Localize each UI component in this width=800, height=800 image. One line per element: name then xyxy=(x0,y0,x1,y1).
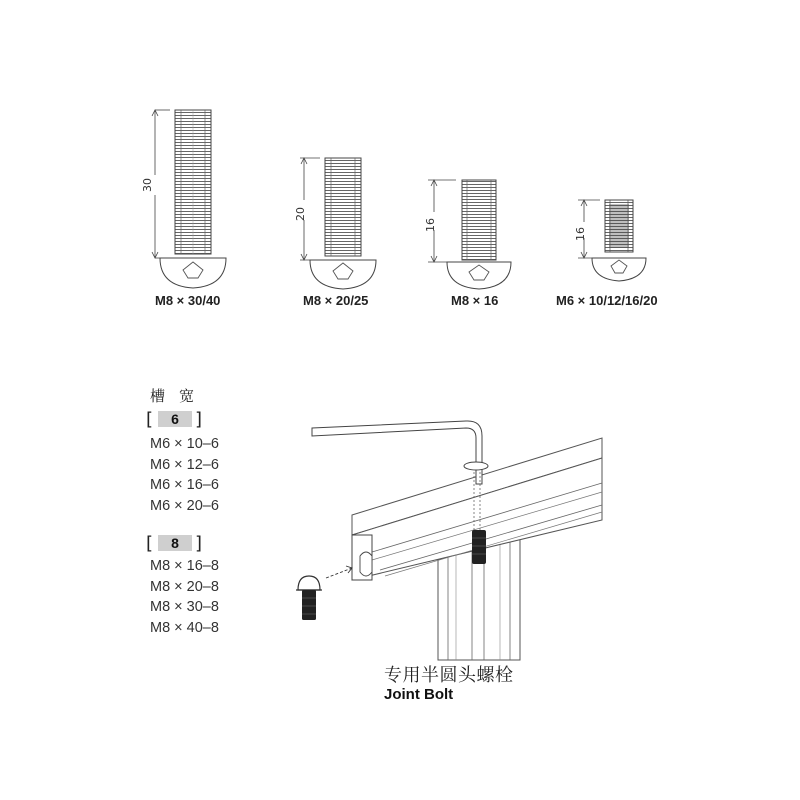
dimension-label: 30 xyxy=(141,178,154,192)
bolt-label: M8 × 20/25 xyxy=(303,293,369,308)
caption-chinese: 专用半圆头螺栓 xyxy=(384,665,514,686)
slot-width-badge: [ 6 ] xyxy=(146,409,202,430)
slot-width-heading: 槽宽 xyxy=(150,387,209,405)
bolt-label: M6 × 10/12/16/20 xyxy=(556,293,658,308)
list-item: M8 × 20–8 xyxy=(150,578,219,595)
bolt-icon xyxy=(472,530,486,564)
list-item: M6 × 20–6 xyxy=(150,497,219,514)
dimension-label: 20 xyxy=(294,207,307,221)
dimension-label: 16 xyxy=(424,218,437,232)
bolt-icon xyxy=(296,566,352,620)
dimension-label: 16 xyxy=(574,227,587,241)
list-item: M8 × 16–8 xyxy=(150,558,219,574)
list-item: M6 × 12–6 xyxy=(150,456,219,473)
caption-english: Joint Bolt xyxy=(384,686,454,703)
slot-width-value: 6 xyxy=(158,411,192,427)
bolt-label: M8 × 30/40 xyxy=(155,293,221,308)
slot-width-badge: [ 8 ] xyxy=(146,533,202,554)
bolt-label: M8 × 16 xyxy=(451,293,499,308)
list-item: M8 × 30–8 xyxy=(150,599,219,615)
slot-width-value: 8 xyxy=(158,535,192,551)
list-item: M8 × 40–8 xyxy=(150,619,219,636)
list-item: M6 × 10–6 xyxy=(150,436,219,452)
list-item: M6 × 16–6 xyxy=(150,477,219,493)
